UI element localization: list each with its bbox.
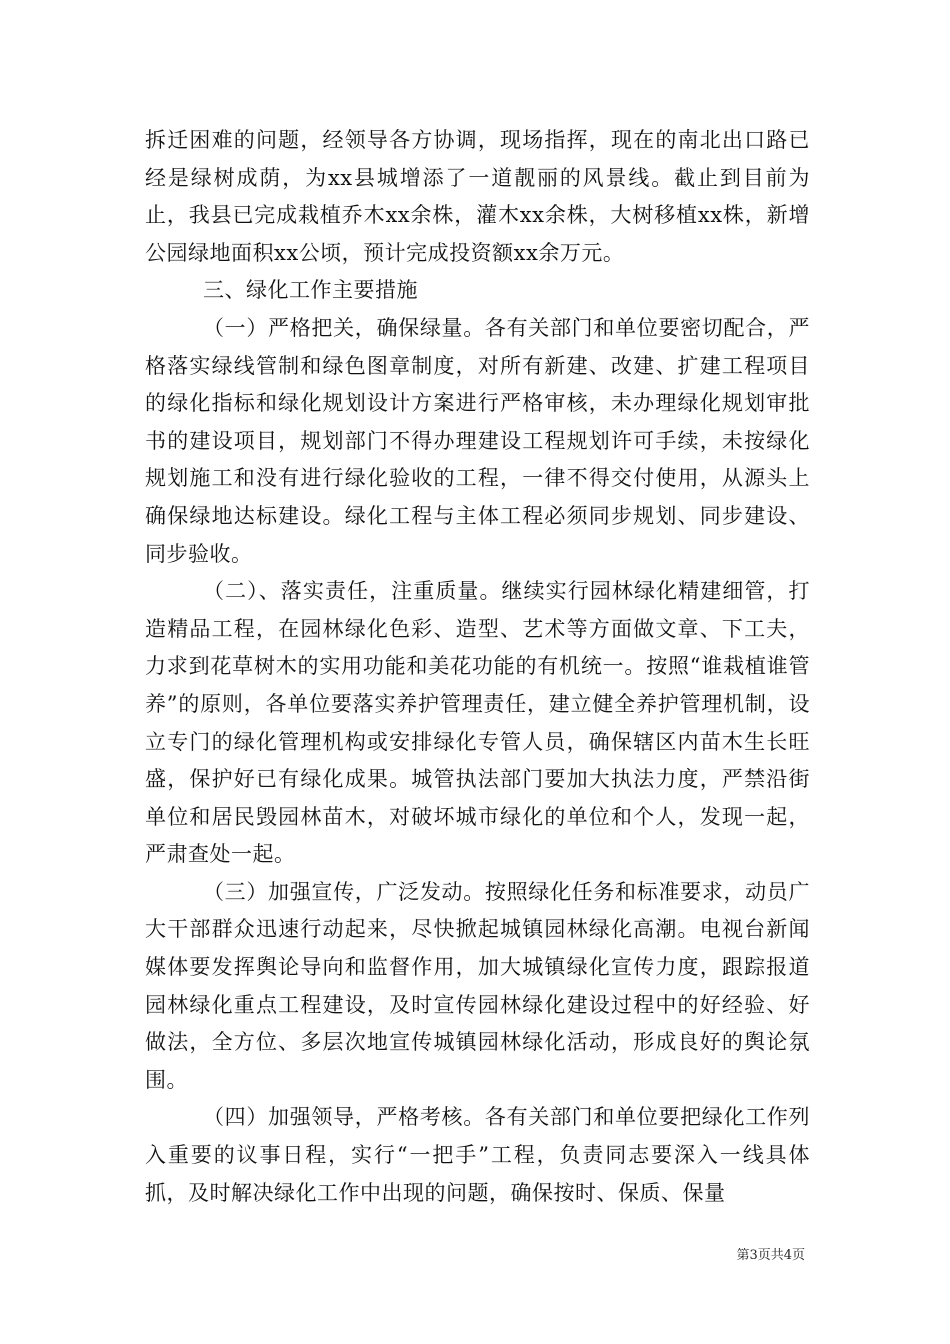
document-body <box>145 122 810 1212</box>
paragraph-measure-1: （一）严格把关，确保绿量。各有关部门和单位要密切配合，严格落实绿线管制和绿色图章制度，对所有新建、改建、扩建工程项目的绿化指标和绿化规划设计方案进行严格审核，未办理绿化规划审批书的建设项目，规划部门不得办理建设工程规划许可手续，未按绿化规划施工和没有进行绿化验收的工程，一律不得交付使用，从源头上确保绿地达标建设。绿化工程与主体工程必须同步规划、同步建设、同步验收。 <box>145 315 810 566</box>
paragraph-measure-3: （三）加强宣传，广泛发动。按照绿化任务和标准要求，动员广大干部群众迅速行动起来，尽快掀起城镇园林绿化高潮。电视台新闻媒体要发挥舆论导向和监督作用，加大城镇绿化宣传力度，跟踪报道园林绿化重点工程建设，及时宣传园林绿化建设过程中的好经验、好做法，全方位、多层次地宣传城镇园林绿化活动，形成良好的舆论氛围。 <box>145 879 810 1092</box>
paragraph-measure-4: （四）加强领导，严格考核。各有关部门和单位要把绿化工作列入重要的议事日程，实行“一把手”工程，负责同志要深入一线具体抓，及时解决绿化工作中出现的问题，确保按时、保质、保量 <box>145 1105 810 1205</box>
paragraph-measure-2: （二）、落实责任，注重质量。继续实行园林绿化精建细管，打造精品工程，在园林绿化色彩、造型、艺术等方面做文章、下工夫，力求到花草树木的实用功能和美花功能的有机统一。按照“谁栽植谁管养”的原则，各单位要落实养护管理责任，建立健全养护管理机制，设立专门的绿化管理机构或安排绿化专管人员，确保辖区内苗木生长旺盛，保护好已有绿化成果。城管执法部门要加大执法力度，严禁沿街单位和居民毁园林苗木，对破坏城市绿化的单位和个人，发现一起，严肃查处一起。 <box>145 579 810 867</box>
paragraph-continuation: 拆迁困难的问题，经领导各方协调，现场指挥，现在的南北出口路已经是绿树成荫，为xx县城增添了一道靓丽的风景线。截止到目前为止，我县已完成栽植乔木xx余株，灌木xx余株，大树移植xx株，新增公园绿地面积xx公顷，预计完成投资额xx余万元。 <box>145 128 810 265</box>
page-number-footer: 第3页共4页 <box>736 1248 805 1263</box>
section-heading: 三、绿化工作主要措施 <box>203 278 418 303</box>
